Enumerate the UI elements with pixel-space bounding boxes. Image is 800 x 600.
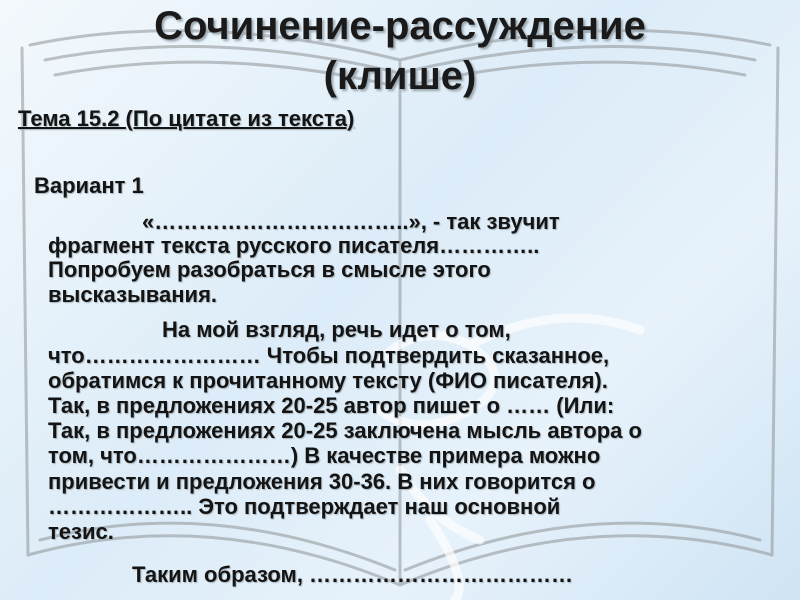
body-line: привести и предложения 30-36. В них говорится о (48, 469, 596, 494)
body-line: обратимся к прочитанному тексту (ФИО писателя). (48, 368, 608, 393)
body-line: «……………………………..», - так звучит (142, 209, 560, 234)
body-line: Попробуем разобраться в смысле этого (48, 257, 491, 282)
slide-title-subtitle: (клише) (323, 54, 477, 98)
body-line: Таким образом, ……………………………… (132, 562, 574, 587)
body-line: фрагмент текста русского писателя………….. (48, 233, 540, 258)
body-line: что…………………… Чтобы подтвердить сказанное, (48, 343, 610, 368)
body-line: высказывания. (48, 282, 218, 307)
body-line: На мой взгляд, речь идет о том, (162, 317, 511, 342)
body-line: Так, в предложениях 20-25 автор пишет о …… (Или: (48, 393, 615, 418)
variant-heading: Вариант 1 (34, 173, 144, 198)
slide-title: Сочинение-рассуждение (154, 4, 646, 48)
body-line: тезис. (48, 519, 114, 544)
body-line: ……………….. Это подтверждает наш основной (48, 494, 561, 519)
body-line: Так, в предложениях 20-25 заключена мысль автора о (48, 418, 642, 443)
body-line: том, что…………………) В качестве примера можно (48, 443, 601, 468)
topic-heading: Тема 15.2 (По цитате из текста) (18, 106, 355, 131)
